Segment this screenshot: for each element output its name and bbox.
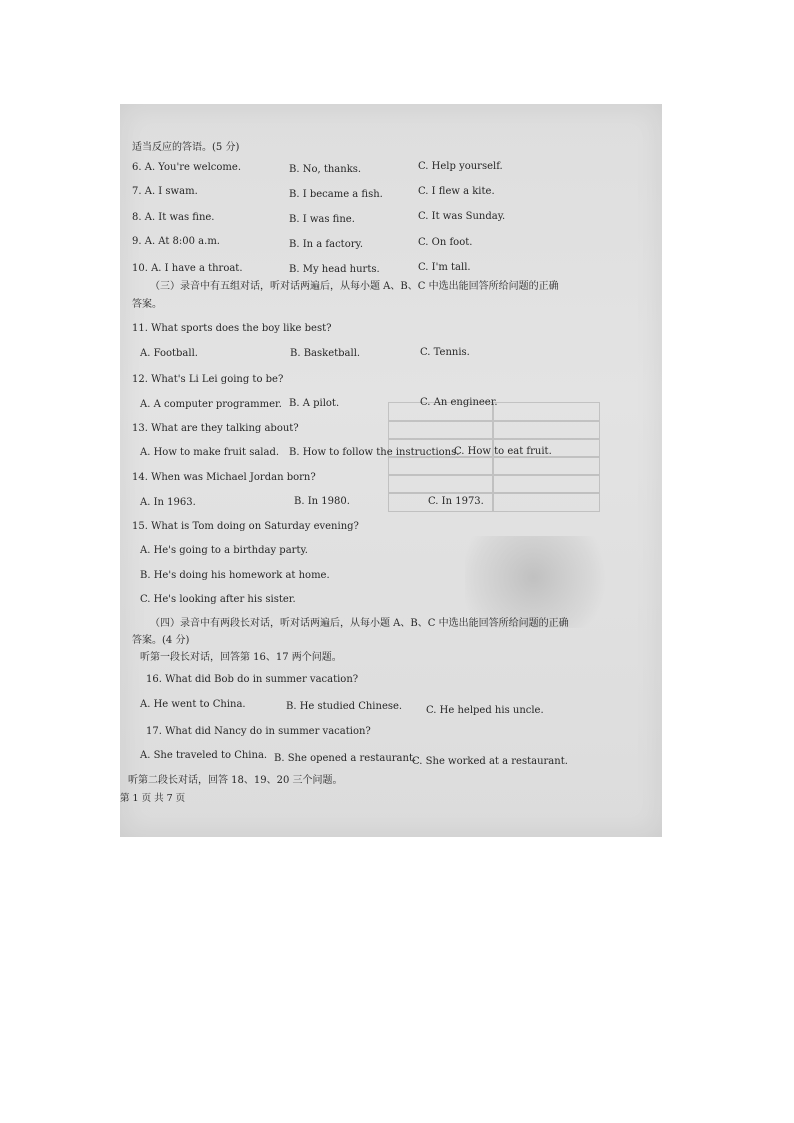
item7-option-c: C. I flew a kite. <box>418 186 495 197</box>
q15-option-a: A. He's going to a birthday party. <box>140 545 308 556</box>
item8-option-a: 8. A. It was fine. <box>132 212 215 223</box>
part3-intro-line2: 答案。 <box>132 299 162 310</box>
q14-option-a: A. In 1963. <box>140 497 196 508</box>
q16-option-a: A. He went to China. <box>140 699 246 710</box>
item6-option-a: 6. A. You're welcome. <box>132 162 241 173</box>
q12-text: 12. What's Li Lei going to be? <box>132 374 284 385</box>
q17-option-c: C. She worked at a restaurant. <box>412 756 568 767</box>
q12-option-a: A. A computer programmer. <box>140 399 282 410</box>
q15-option-b: B. He's doing his homework at home. <box>140 570 330 581</box>
page-footer: 第 1 页 共 7 页 <box>120 793 186 804</box>
dialogue2-note: 听第二段长对话，回答 18、19、20 三个问题。 <box>128 775 343 786</box>
item8-option-c: C. It was Sunday. <box>418 211 506 222</box>
bleed-through-picture <box>465 536 617 628</box>
q13-option-c: C. How to eat fruit. <box>454 446 552 457</box>
q13-option-a: A. How to make fruit salad. <box>140 447 280 458</box>
q17-option-a: A. She traveled to China. <box>140 750 268 761</box>
item8-option-b: B. I was fine. <box>289 214 355 225</box>
q15-option-c: C. He's looking after his sister. <box>140 594 296 605</box>
q17-text: 17. What did Nancy do in summer vacation? <box>146 726 371 737</box>
item10-option-c: C. I'm tall. <box>418 262 471 273</box>
q12-option-c: C. An engineer. <box>420 397 498 408</box>
q14-text: 14. When was Michael Jordan born? <box>132 472 316 483</box>
q17-option-b: B. She opened a restaurant. <box>274 753 417 764</box>
q16-option-b: B. He studied Chinese. <box>286 701 403 712</box>
q14-option-c: C. In 1973. <box>428 496 484 507</box>
q14-option-b: B. In 1980. <box>294 496 350 507</box>
section-header: 适当反应的答语。(5 分) <box>132 142 240 153</box>
q11-option-a: A. Football. <box>140 348 198 359</box>
item9-option-b: B. In a factory. <box>289 239 363 250</box>
dialogue1-note: 听第一段长对话，回答第 16、17 两个问题。 <box>140 652 342 663</box>
item6-option-b: B. No, thanks. <box>289 164 362 175</box>
exam-page-photo <box>120 104 662 837</box>
item10-option-b: B. My head hurts. <box>289 264 380 275</box>
part4-intro-line1: （四）录音中有两段长对话，听对话两遍后，从每小题 A、B、C 中选出能回答所给问题的正确 <box>150 618 569 629</box>
q16-option-c: C. He helped his uncle. <box>426 705 544 716</box>
item6-option-c: C. Help yourself. <box>418 161 503 172</box>
q12-option-b: B. A pilot. <box>289 398 340 409</box>
part4-intro-line2: 答案。(4 分) <box>132 635 190 646</box>
item7-option-a: 7. A. I swam. <box>132 186 198 197</box>
item9-option-c: C. On foot. <box>418 237 473 248</box>
item9-option-a: 9. A. At 8:00 a.m. <box>132 236 220 247</box>
q13-option-b: B. How to follow the instructions. <box>289 447 460 458</box>
q15-text: 15. What is Tom doing on Saturday evening? <box>132 521 359 532</box>
q11-text: 11. What sports does the boy like best? <box>132 323 332 334</box>
q11-option-c: C. Tennis. <box>420 347 470 358</box>
q11-option-b: B. Basketball. <box>290 348 361 359</box>
q13-text: 13. What are they talking about? <box>132 423 299 434</box>
item10-option-a: 10. A. I have a throat. <box>132 263 243 274</box>
part3-intro-line1: （三）录音中有五组对话，听对话两遍后，从每小题 A、B、C 中选出能回答所给问题的正确 <box>150 281 559 292</box>
q16-text: 16. What did Bob do in summer vacation? <box>146 674 359 685</box>
item7-option-b: B. I became a fish. <box>289 189 383 200</box>
